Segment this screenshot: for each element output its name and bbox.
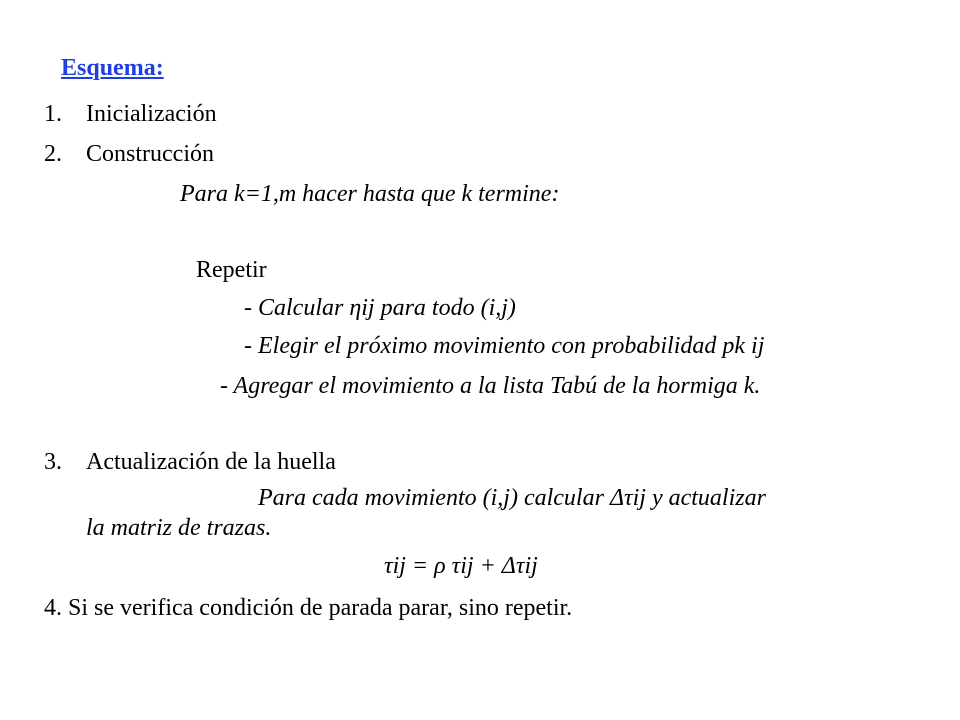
- update-formula: τij = ρ τij + Δτij: [384, 553, 538, 579]
- eta-symbol: η: [349, 295, 362, 321]
- step-number: 3.: [44, 449, 62, 475]
- update-line-2: la matriz de trazas.: [86, 515, 272, 541]
- update-line-1: [258, 484, 766, 512]
- step-text: Actualización de la huella: [86, 449, 336, 475]
- step-2: [44, 140, 214, 168]
- step-3: [44, 448, 336, 476]
- loop-line: Para k=1,m hacer hasta que k termine:: [180, 181, 560, 207]
- choose-line: - Elegir el próximo movimiento con probabilidad pk ij: [244, 333, 765, 359]
- update-suffix: ij y actualizar: [632, 485, 766, 511]
- add-line: - Agregar el movimiento a la lista Tabú de la hormiga k.: [220, 373, 761, 399]
- calc-suffix: ij para todo (i,j): [361, 295, 516, 321]
- delta-tau-symbol: Δτ: [609, 485, 633, 511]
- step-1: [44, 100, 217, 128]
- repeat-line: Repetir: [196, 257, 267, 283]
- calc-line: [244, 294, 516, 322]
- update-prefix: Para cada movimiento (i,j) calcular: [258, 485, 610, 511]
- step-number: 1.: [44, 101, 62, 127]
- step-number: 2.: [44, 141, 62, 167]
- calc-prefix: - Calcular: [244, 295, 350, 321]
- step-text: Construcción: [86, 141, 214, 167]
- step-text: Inicialización: [86, 101, 217, 127]
- step-4: 4. Si se verifica condición de parada parar, sino repetir.: [44, 595, 573, 621]
- page-title: Esquema:: [61, 55, 164, 81]
